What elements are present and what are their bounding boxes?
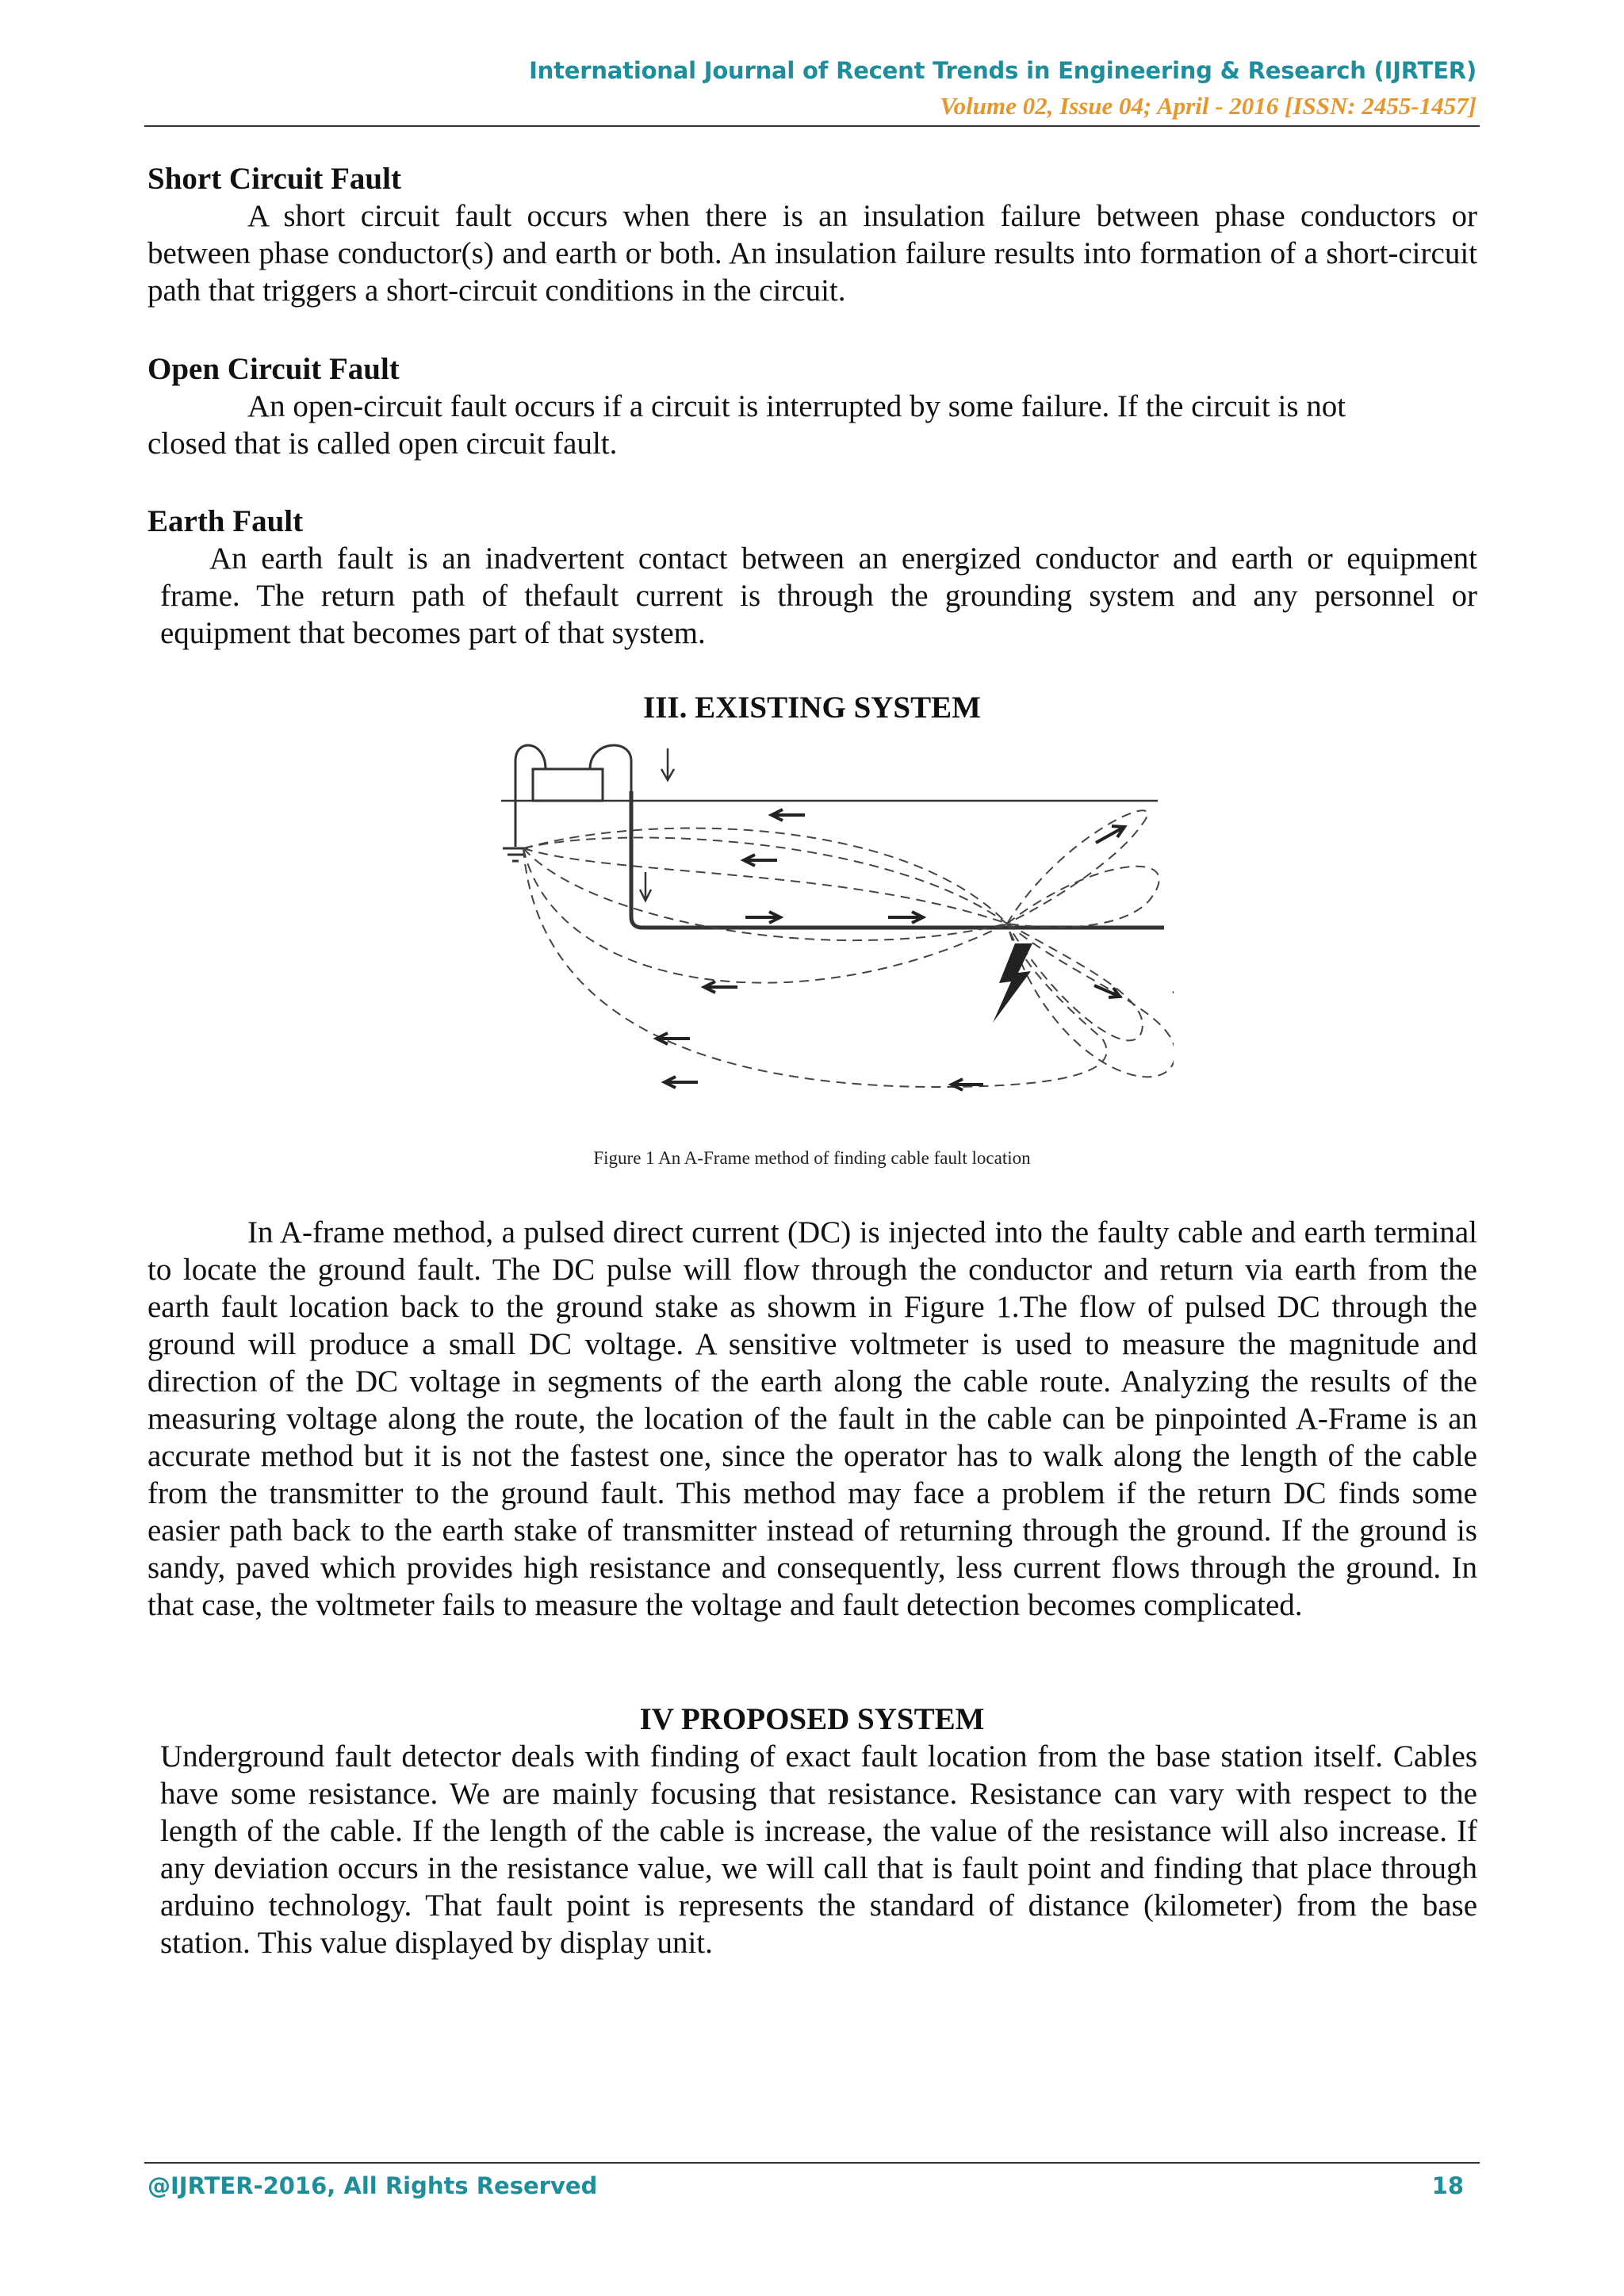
existing-system-heading: III. EXISTING SYSTEM	[643, 691, 981, 725]
arrow-flow-7	[665, 1077, 698, 1088]
proposed-system-paragraph: Underground fault detector deals with finding of exact fault location from the base station itself. Cables have some resistance. We are mainly focusing that resistance. Resistance can vary with respect to the length of the cable. If the length of the cable is increase, the value of the resistance will also increase. If any deviation occurs in the resistance value, we will call that is fault point and finding that place through arduino technology. That fault point is represents the standard of distance (kilometer) from the base station. This value displayed by display unit.	[160, 1739, 1477, 1960]
earth-fault-paragraph: An earth fault is an inadvertent contact between an energized conductor and earth or equipment frame. The return path of thefault current is through the grounding system and any personnel or equipment that becomes part of that system.	[160, 541, 1477, 650]
cable-conductor	[631, 791, 1164, 928]
arrow-flow-5	[704, 982, 737, 993]
arrow-down-cable	[640, 872, 651, 901]
journal-volume: Volume 02, Issue 04; April - 2016 [ISSN: 2455-1457]	[940, 92, 1477, 120]
page-number: 18	[1431, 2172, 1464, 2199]
arrow-flow-4	[888, 912, 923, 923]
open-circuit-heading: Open Circuit Fault	[147, 352, 400, 386]
battery-box	[533, 769, 603, 801]
short-circuit-paragraph: A short circuit fault occurs when there is an insulation failure between phase conductors or between phase conductor(s) and earth or both. An insulation failure results into formation of a short-circuit path that triggers a short-circuit conditions in the circuit.	[147, 199, 1477, 308]
journal-title: International Journal of Recent Trends in Engineering & Research (IJRTER)	[529, 57, 1477, 84]
figure-caption: Figure 1 An A-Frame method of finding cable fault location	[593, 1148, 1031, 1168]
earth-fault-heading: Earth Fault	[147, 504, 304, 538]
arrow-down-top	[661, 748, 674, 780]
arrow-flow-3	[745, 912, 780, 923]
arrow-flow-1	[772, 809, 805, 821]
fault-lightning-icon	[993, 943, 1032, 1023]
header-divider	[144, 125, 1480, 127]
footer-divider	[144, 2162, 1480, 2164]
proposed-system-heading: IV PROPOSED SYSTEM	[639, 1702, 985, 1736]
arrow-flow-6	[657, 1033, 690, 1044]
a-frame-diagram	[492, 729, 1174, 1118]
existing-system-paragraph: In A-frame method, a pulsed direct current (DC) is injected into the faulty cable and earth terminal to locate the ground fault. The DC pulse will flow through the conductor and return via earth from the earth fault location back to the ground stake as showm in Figure 1.The flow of pulsed DC through the ground will produce a small DC voltage. A sensitive voltmeter is used to measure the magnitude and direction of the DC voltage in segments of the earth along the cable route. Analyzing the results of the measuring voltage along the route, the location of the fault in the cable can be pinpointed A-Frame is an accurate method but it is not the fastest one, since the operator has to walk along the length of the cable from the transmitter to the ground fault. This method may face a problem if the return DC finds some easier path back to the earth stake of transmitter instead of returning through the ground. If the ground is sandy, paved which provides high resistance and consequently, less current flows through the ground. In that case, the voltmeter fails to measure the voltage and fault detection becomes complicated.	[147, 1215, 1477, 1622]
short-circuit-heading: Short Circuit Fault	[147, 162, 401, 196]
arrow-flow-8	[952, 1079, 983, 1090]
open-circuit-paragraph: An open-circuit fault occurs if a circuit is interrupted by some failure. If the circuit is not closed that is called open circuit fault.	[147, 389, 1346, 461]
arrow-flow-2	[744, 855, 777, 866]
footer-copyright: @IJRTER-2016, All Rights Reserved	[147, 2172, 598, 2199]
